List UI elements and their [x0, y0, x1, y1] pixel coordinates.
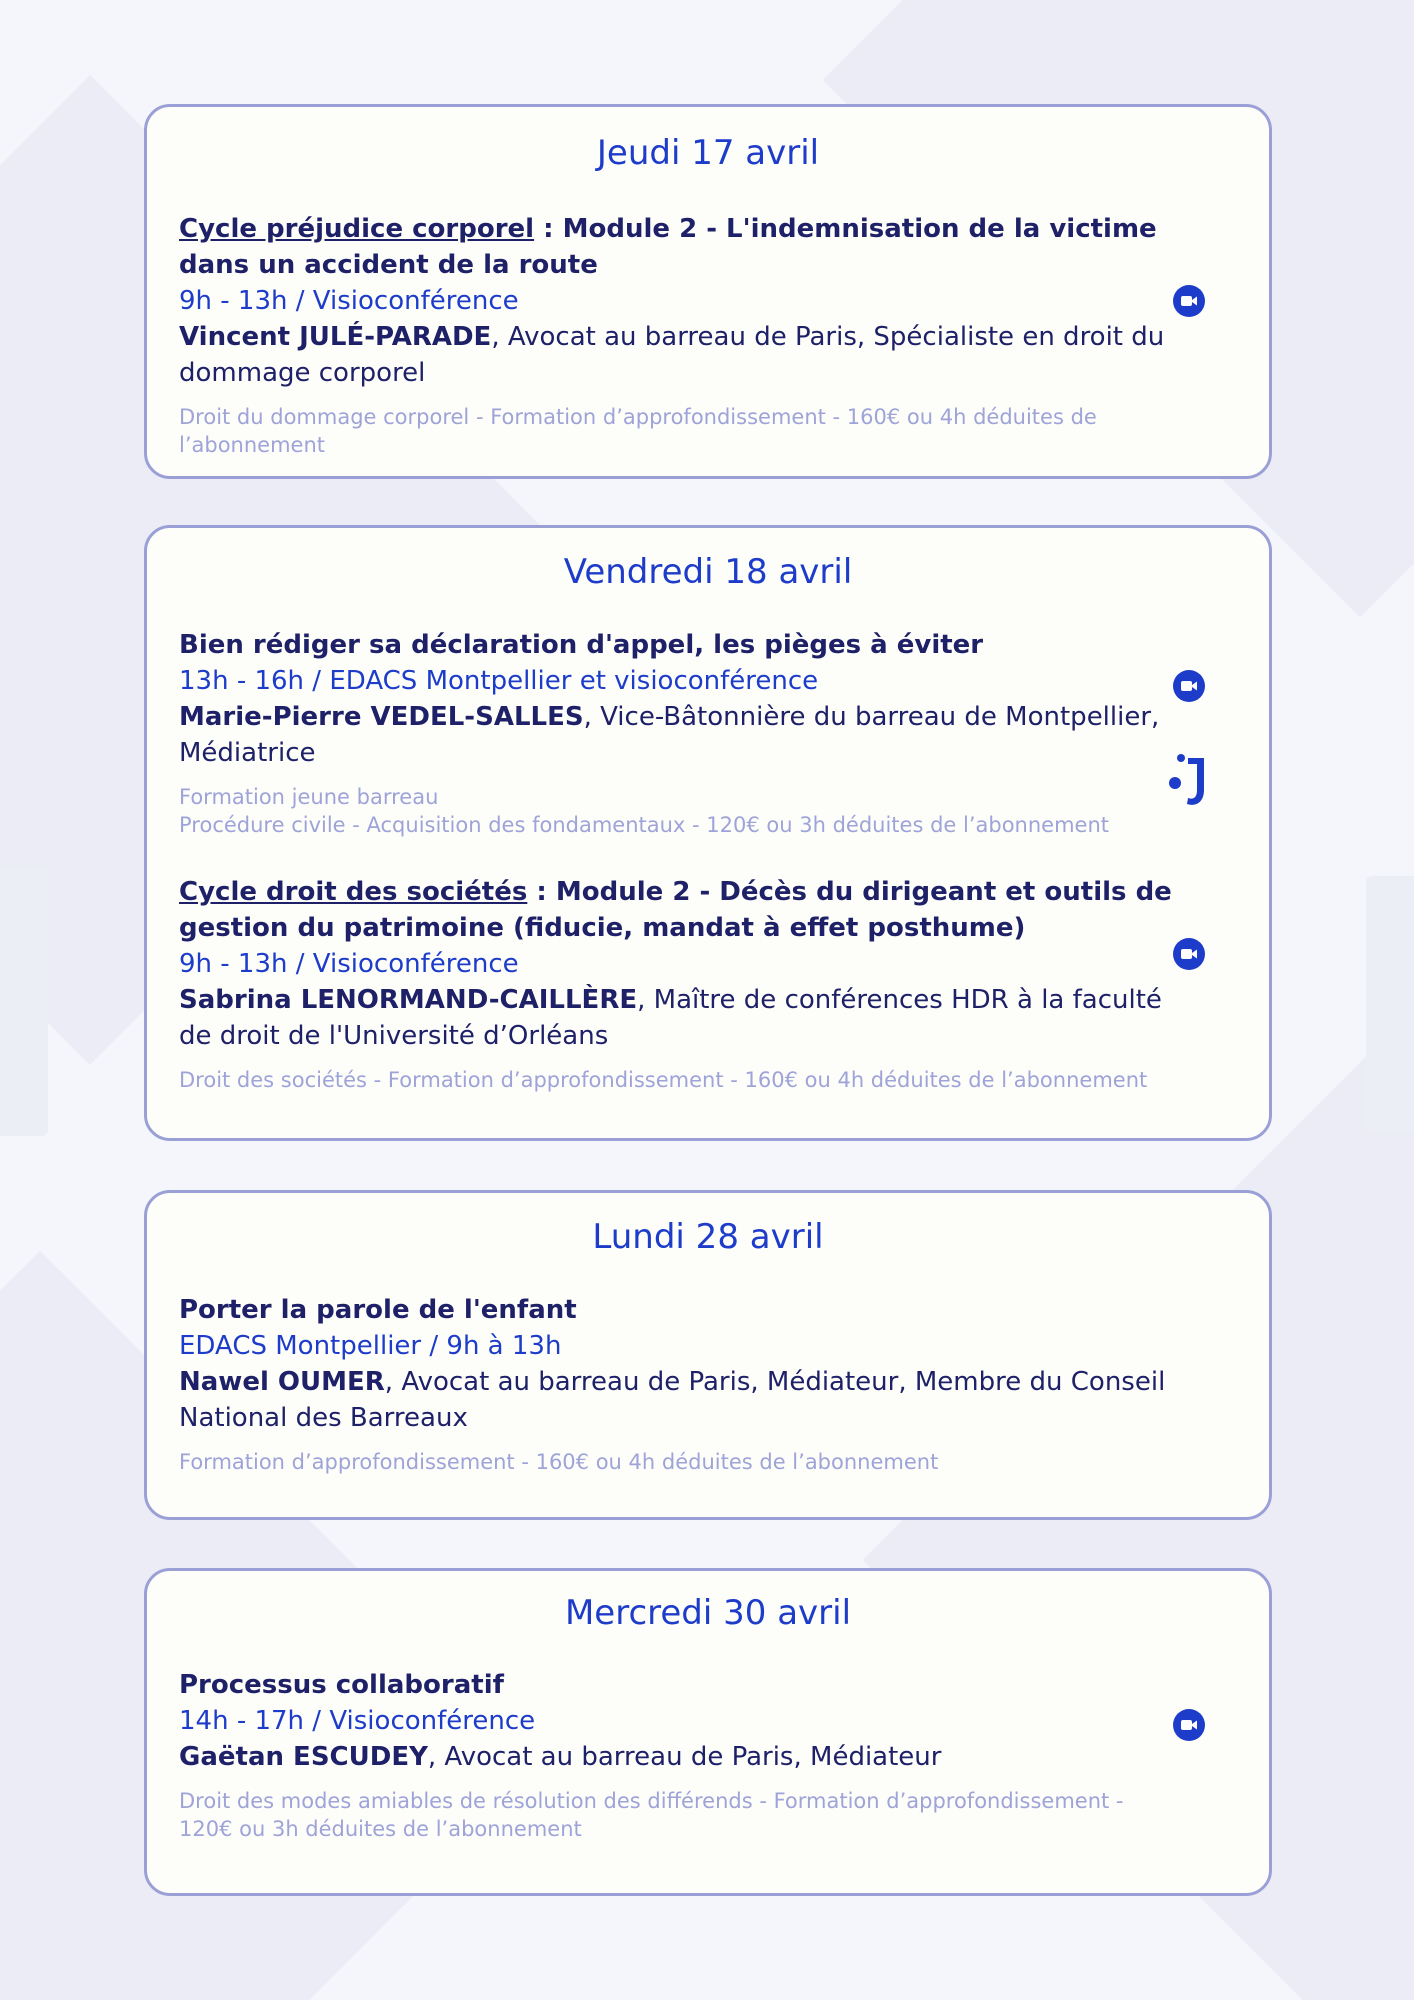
speaker-name: Vincent JULÉ-PARADE: [179, 322, 492, 352]
event-speaker: Sabrina LENORMAND-CAILLÈRE, Maître de conférences HDR à la faculté de droit de l'Université d’Orléans: [179, 985, 1162, 1051]
event-meta: Droit du dommage corporel - Formation d’approfondissement - 160€ ou 4h déduites de l’abonnement: [179, 405, 1097, 457]
speaker-name: Nawel OUMER: [179, 1367, 385, 1397]
speaker-name: Sabrina LENORMAND-CAILLÈRE: [179, 985, 638, 1015]
day-card-jeudi-17-avril: [144, 104, 1272, 479]
day-date: Mercredi 30 avril: [564, 1593, 852, 1633]
speaker-name: Gaëtan ESCUDEY: [179, 1742, 428, 1772]
event-speaker: Gaëtan ESCUDEY, Avocat au barreau de Paris, Médiateur: [179, 1742, 942, 1772]
event-title: Processus collaboratif: [179, 1670, 504, 1700]
event-title: Cycle droit des sociétés : Module 2 - Décès du dirigeant et outils de gestion du patrimoine (fiducie, mandat à effet posthume): [179, 877, 1172, 943]
event-title: Porter la parole de l'enfant: [179, 1295, 577, 1325]
video-camera-icon: [1173, 285, 1205, 317]
event-item: [179, 1667, 1179, 1843]
day-date: Vendredi 18 avril: [563, 552, 853, 592]
video-camera-icon: [1173, 670, 1205, 702]
event-schedule: 14h - 17h / Visioconférence: [179, 1706, 536, 1736]
event-meta: Formation jeune barreau: [179, 785, 439, 809]
event-schedule: EDACS Montpellier / 9h à 13h: [179, 1331, 562, 1361]
j-logo-icon: [1167, 752, 1211, 808]
event-item: [179, 211, 1179, 459]
event-speaker: Vincent JULÉ-PARADE, Avocat au barreau de Paris, Spécialiste en droit du dommage corporel: [179, 322, 1165, 388]
event-meta: Procédure civile - Acquisition des fondamentaux - 120€ ou 3h déduites de l’abonnement: [179, 813, 1110, 837]
event-meta: Droit des sociétés - Formation d’approfondissement - 160€ ou 4h déduites de l’abonnement: [179, 1068, 1148, 1092]
event-speaker: Nawel OUMER, Avocat au barreau de Paris, Médiateur, Membre du Conseil National des Barreaux: [179, 1367, 1166, 1433]
event-item: [179, 874, 1179, 1094]
speaker-name: Marie-Pierre VEDEL-SALLES: [179, 702, 584, 732]
cycle-link[interactable]: Cycle droit des sociétés: [179, 877, 528, 907]
event-schedule: 9h - 13h / Visioconférence: [179, 949, 519, 979]
event-schedule: 13h - 16h / EDACS Montpellier et visioconférence: [179, 666, 819, 696]
event-schedule: 9h - 13h / Visioconférence: [179, 286, 519, 316]
event-title: Bien rédiger sa déclaration d'appel, les pièges à éviter: [179, 630, 984, 660]
day-date: Jeudi 17 avril: [596, 133, 820, 173]
event-item: [179, 627, 1179, 839]
cycle-link[interactable]: Cycle préjudice corporel: [179, 214, 535, 244]
event-title: Cycle préjudice corporel : Module 2 - L'indemnisation de la victime dans un accident de la route: [179, 214, 1157, 280]
event-meta: Droit des modes amiables de résolution des différends - Formation d’approfondissement - 120€ ou 3h déduites de l’abonnement: [179, 1789, 1124, 1841]
video-camera-icon: [1173, 938, 1205, 970]
event-item: [179, 1292, 1179, 1476]
day-card-vendredi-18-avril: [144, 525, 1272, 1141]
day-card-mercredi-30-avril: [144, 1568, 1272, 1896]
day-card-lundi-28-avril: [144, 1190, 1272, 1520]
event-speaker: Marie-Pierre VEDEL-SALLES, Vice-Bâtonnière du barreau de Montpellier, Médiatrice: [179, 702, 1160, 768]
event-meta: Formation d’approfondissement - 160€ ou 4h déduites de l’abonnement: [179, 1450, 939, 1474]
video-camera-icon: [1173, 1709, 1205, 1741]
day-date: Lundi 28 avril: [592, 1217, 824, 1257]
